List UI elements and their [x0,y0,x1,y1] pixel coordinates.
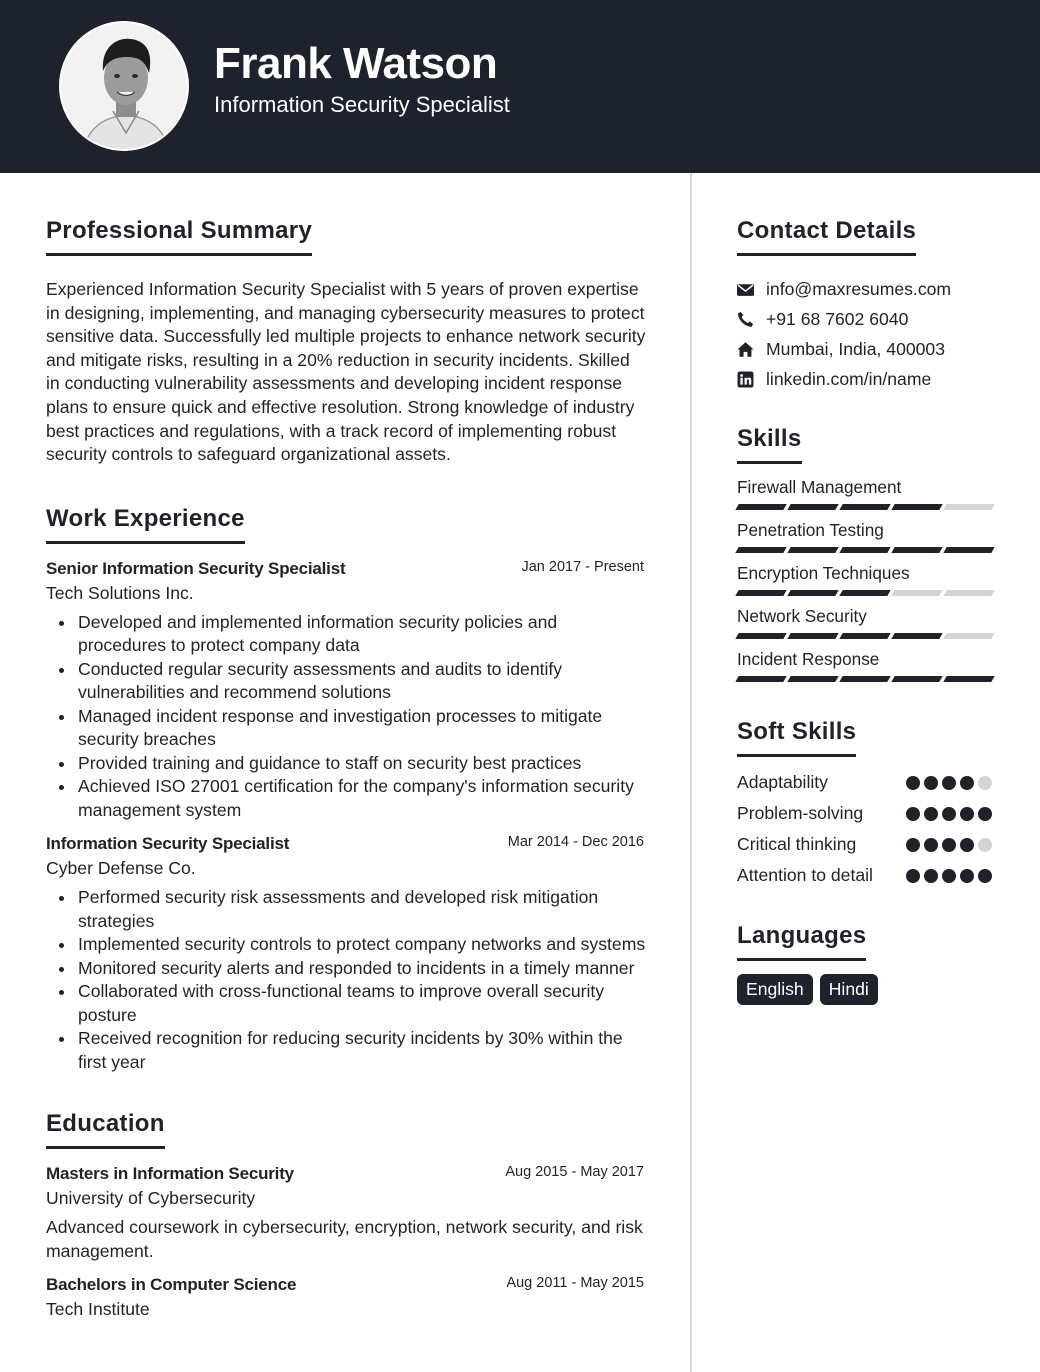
job-company: Cyber Defense Co. [46,858,196,879]
skill-name: Penetration Testing [737,520,884,540]
rating-dot [906,776,920,790]
envelope-icon [737,281,754,298]
list-item: Developed and implemented information security policies and procedures to protect company data [46,611,646,658]
skill-bar-segment [891,547,942,553]
rating-dot [942,807,956,821]
soft-skills-heading: Soft Skills [737,716,856,757]
contact-heading: Contact Details [737,215,916,256]
job-entry [46,557,646,823]
skill-level-bar [737,676,993,682]
contact-address-text: Mumbai, India, 400003 [766,338,945,359]
rating-dot [906,838,920,852]
summary-text: Experienced Information Security Specialist with 5 years of proven expertise in designing, implementing, and managing cybersecurity measures to protect sensitive data. Successfully led multiple projects to enhance network security and mitigate risks, resulting in a 20% reduction in security incidents. Skilled in conducting vulnerability assessments and developing incident response plans to ensure quick and effective resolution. Strong knowledge of industry best practices and regulations, with a track record of implementing robust security controls to safeguard organizational assets. [46,279,646,465]
education-entry [46,1273,646,1321]
language-badge: Hindi [820,974,878,1005]
linkedin-icon [737,371,754,388]
skill-name: Firewall Management [737,477,902,497]
rating-dot [978,807,992,821]
skill-bar-segment [735,590,786,596]
contact-section [737,215,997,394]
job-date: Mar 2014 - Dec 2016 [507,834,644,851]
skill-bar-segment [735,504,786,510]
language-badge: English [737,974,813,1005]
education-description: Advanced coursework in cybersecurity, encryption, network security, and risk management. [46,1217,643,1261]
school-name: Tech Institute [46,1299,150,1320]
rating-dot [924,807,938,821]
rating-dot [906,869,920,883]
soft-skill-rating [906,838,992,852]
school-name: University of Cybersecurity [46,1188,256,1209]
skill-bar-segment [943,676,994,682]
skill-item [737,476,997,519]
skill-bar-segment [787,676,838,682]
candidate-name: Frank Watson [214,39,498,88]
education-section [46,1108,646,1321]
list-item: Conducted regular security assessments and audits to identify vulnerabilities and recommend solutions [46,658,646,705]
profile-photo [59,21,189,151]
rating-dot [942,869,956,883]
job-title: Information Security Specialist [46,834,290,854]
rating-dot [924,869,938,883]
rating-dot [960,776,974,790]
job-date: Jan 2017 - Present [521,558,644,575]
soft-skill-rating [906,776,992,790]
list-item: Performed security risk assessments and developed risk mitigation strategies [46,886,646,933]
list-item: Monitored security alerts and responded to incidents in a timely manner [46,957,646,981]
rating-dot [960,807,974,821]
contact-linkedin[interactable] [737,364,997,394]
skill-bar-segment [787,504,838,510]
main-column [46,215,646,1321]
degree-title: Masters in Information Security [46,1164,294,1184]
job-entry [46,832,646,1074]
job-bullets [46,611,646,823]
summary-section [46,215,646,467]
list-item: Collaborated with cross-functional teams to improve overall security posture [46,980,646,1027]
skill-bar-segment [839,590,890,596]
skill-bar-segment [735,676,786,682]
skill-bar-segment [891,590,942,596]
rating-dot [906,807,920,821]
job-bullets [46,886,646,1074]
degree-title: Bachelors in Computer Science [46,1275,297,1295]
soft-skill-item [737,864,997,887]
job-company: Tech Solutions Inc. [46,582,194,603]
skill-bar-segment [735,633,786,639]
contact-linkedin-text: linkedin.com/in/name [766,368,932,389]
skill-bar-segment [787,547,838,553]
rating-dot [978,869,992,883]
soft-skill-name: Attention to detail [737,865,873,885]
education-date: Aug 2011 - May 2015 [506,1275,644,1292]
contact-email-text: info@maxresumes.com [766,278,952,299]
skill-level-bar [737,504,993,510]
soft-skills-section [737,716,997,887]
resume-header [0,0,1040,173]
skill-name: Incident Response [737,649,880,669]
summary-heading: Professional Summary [46,215,312,256]
soft-skill-name: Problem-solving [737,803,864,823]
skills-section [737,423,997,691]
list-item: Provided training and guidance to staff on security best practices [46,752,646,776]
soft-skill-name: Adaptability [737,772,828,792]
phone-icon [737,311,754,328]
skill-bar-segment [839,676,890,682]
skill-level-bar [737,547,993,553]
list-item: Managed incident response and investigation processes to mitigate security breaches [46,705,646,752]
list-item: Implemented security controls to protect company networks and systems [46,933,646,957]
soft-skill-item [737,802,997,825]
experience-section [46,503,646,1075]
education-date: Aug 2015 - May 2017 [505,1164,644,1181]
soft-skill-rating [906,869,992,883]
skill-bar-segment [839,504,890,510]
rating-dot [942,838,956,852]
education-entry [46,1162,646,1263]
skill-bar-segment [787,590,838,596]
skill-name: Network Security [737,606,867,626]
skill-level-bar [737,633,993,639]
skill-bar-segment [735,547,786,553]
skill-bar-segment [891,504,942,510]
languages-list [737,974,997,1005]
list-item: Achieved ISO 27001 certification for the company's information security management system [46,775,646,822]
contact-address [737,334,997,364]
rating-dot [960,838,974,852]
rating-dot [924,838,938,852]
skill-bar-segment [787,633,838,639]
contact-email[interactable] [737,274,997,304]
skills-list [737,476,997,691]
education-heading: Education [46,1108,165,1149]
skill-bar-segment [839,547,890,553]
skill-bar-segment [943,504,994,510]
languages-section [737,920,997,1005]
column-divider [690,173,692,1372]
skill-bar-segment [943,547,994,553]
candidate-title: Information Security Specialist [214,92,510,117]
skill-name: Encryption Techniques [737,563,910,583]
skill-item [737,562,997,605]
languages-heading: Languages [737,920,866,961]
profile-photo-icon [61,23,189,151]
rating-dot [978,776,992,790]
contact-phone[interactable] [737,304,997,334]
skill-level-bar [737,590,993,596]
list-item: Received recognition for reducing security incidents by 30% within the first year [46,1027,646,1074]
skill-item [737,519,997,562]
skill-bar-segment [943,633,994,639]
rating-dot [978,838,992,852]
rating-dot [942,776,956,790]
soft-skill-item [737,771,997,794]
skill-bar-segment [839,633,890,639]
skill-bar-segment [891,676,942,682]
soft-skill-rating [906,807,992,821]
rating-dot [924,776,938,790]
rating-dot [960,869,974,883]
contact-phone-text: +91 68 7602 6040 [766,308,909,329]
soft-skill-name: Critical thinking [737,834,857,854]
skill-item [737,605,997,648]
skill-bar-segment [943,590,994,596]
experience-heading: Work Experience [46,503,245,544]
home-icon [737,341,754,358]
skill-bar-segment [891,633,942,639]
skill-item [737,648,997,691]
skills-heading: Skills [737,423,802,464]
job-title: Senior Information Security Specialist [46,558,346,578]
soft-skills-list [737,771,997,887]
soft-skill-item [737,833,997,856]
sidebar-column [737,215,997,1005]
